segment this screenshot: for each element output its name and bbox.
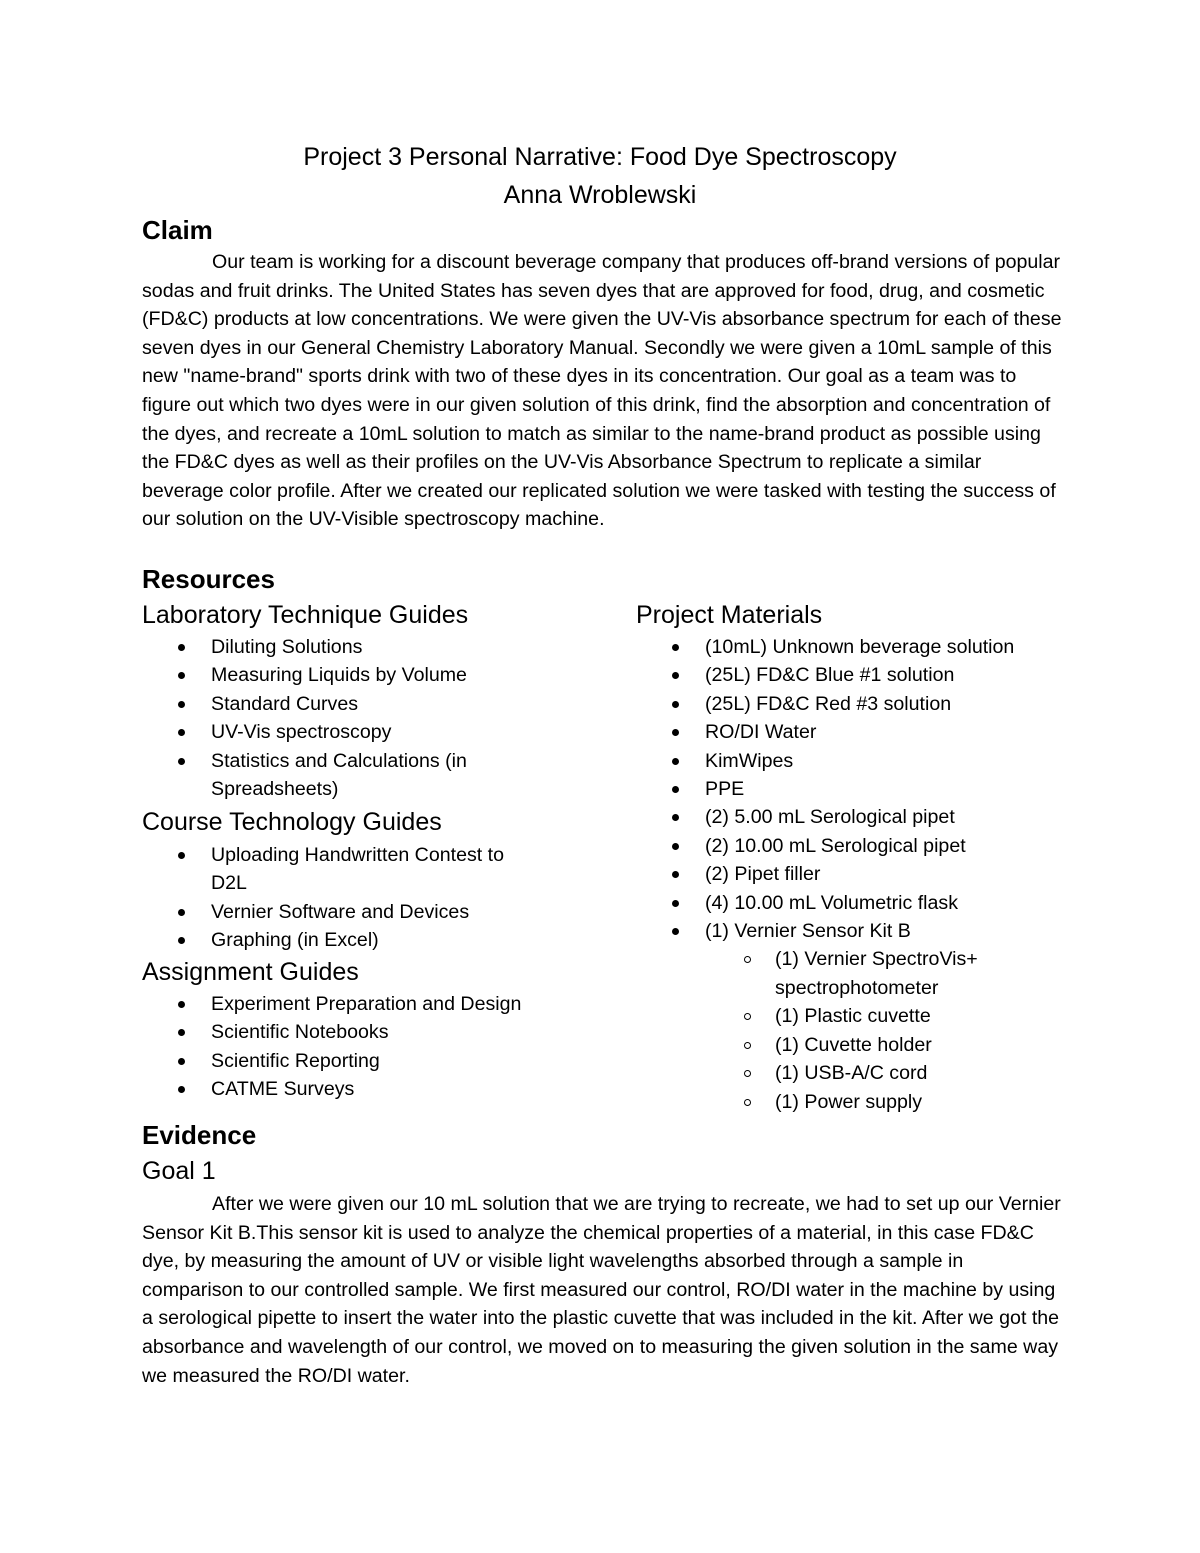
assignment-guides-list (142, 990, 572, 1104)
author-name: Anna Wroblewski (503, 181, 697, 209)
list-item-label: (1) Vernier Sensor Kit B (705, 920, 911, 943)
sub-list-item: (1) Power supply (705, 1088, 1076, 1116)
sub-list-item: (1) Vernier SpectroVis+ spectrophotometer (705, 945, 1015, 1002)
list-item: Scientific Reporting (142, 1047, 572, 1075)
sub-list-item: (1) Plastic cuvette (705, 1002, 1076, 1030)
list-item: (25L) FD&C Blue #1 solution (636, 661, 1076, 689)
materials-heading: Project Materials (636, 601, 823, 629)
evidence-paragraph: After we were given our 10 mL solution that we are trying to recreate, we had to set up our Vernier Sensor Kit B.This sensor kit is used to analyze the chemical properties of a material, in this case FD&C dye, by measuring the amount of UV or visible light wavelengths absorbed through a sample in comparison to our controlled sample. We first measured our control, RO/DI water in the machine by using a serological pipette to insert the water into the plastic cuvette that was included in the kit. After we got the absorbance and wavelength of our control, we moved on to measuring the given solution in the same way we measured the RO/DI water. (142, 1193, 1061, 1387)
document-title: Project 3 Personal Narrative: Food Dye Spectroscopy (303, 143, 897, 171)
list-item: Vernier Software and Devices (142, 898, 572, 926)
list-item: Graphing (in Excel) (142, 926, 572, 954)
materials-list (636, 633, 1076, 1116)
list-item: KimWipes (636, 747, 1076, 775)
list-item: PPE (636, 775, 1076, 803)
list-item: CATME Surveys (142, 1075, 572, 1103)
assignment-guides-heading: Assignment Guides (142, 958, 359, 986)
kit-contents-list (705, 945, 1076, 1115)
list-item: Experiment Preparation and Design (142, 990, 572, 1018)
resources-heading: Resources (142, 564, 275, 594)
list-item: (25L) FD&C Red #3 solution (636, 690, 1076, 718)
sub-list-item: (1) USB-A/C cord (705, 1059, 1076, 1087)
list-item: Statistics and Calculations (in Spreadsheets) (142, 747, 471, 804)
list-item: Measuring Liquids by Volume (142, 661, 572, 689)
list-item: Diluting Solutions (142, 633, 572, 661)
claim-heading: Claim (142, 215, 213, 245)
list-item: (2) Pipet filler (636, 860, 1076, 888)
list-item: (2) 10.00 mL Serological pipet (636, 832, 1076, 860)
tech-guides-list (142, 841, 572, 955)
list-item: RO/DI Water (636, 718, 1076, 746)
lab-guides-heading: Laboratory Technique Guides (142, 601, 469, 629)
claim-paragraph: Our team is working for a discount beverage company that produces off-brand versions of popular sodas and fruit drinks. The United States has seven dyes that are approved for food, drug, and cosmetic (FD&C) products at low concentrations. We were given the UV-Vis absorbance spectrum for each of these seven dyes in our General Chemistry Laboratory Manual. Secondly we were given a 10mL sample of this new "name-brand" sports drink with two of these dyes in its concentration. Our goal as a team was to figure out which two dyes were in our given solution of this drink, find the absorption and concentration of the dyes, and recreate a 10mL solution to match as similar to the name-brand product as possible using the FD&C dyes as well as their profiles on the UV-Vis Absorbance Spectrum to replicate a similar beverage color profile. After we created our replicated solution we were tasked with testing the success of our solution on the UV-Visible spectroscopy machine. (142, 251, 1062, 531)
list-item: (4) 10.00 mL Volumetric flask (636, 889, 1076, 917)
evidence-heading: Evidence (142, 1120, 257, 1150)
list-item: Uploading Handwritten Contest to D2L (142, 841, 541, 898)
list-item: (2) 5.00 mL Serological pipet (636, 803, 1076, 831)
goal-heading: Goal 1 (142, 1157, 216, 1185)
sub-list-item: (1) Cuvette holder (705, 1031, 1076, 1059)
list-item: Standard Curves (142, 690, 572, 718)
list-item: (10mL) Unknown beverage solution (636, 633, 1076, 661)
tech-guides-heading: Course Technology Guides (142, 808, 442, 836)
list-item: UV-Vis spectroscopy (142, 718, 572, 746)
list-item: Scientific Notebooks (142, 1018, 572, 1046)
lab-guides-list (142, 633, 572, 803)
list-item-with-sublist (636, 917, 1076, 1116)
